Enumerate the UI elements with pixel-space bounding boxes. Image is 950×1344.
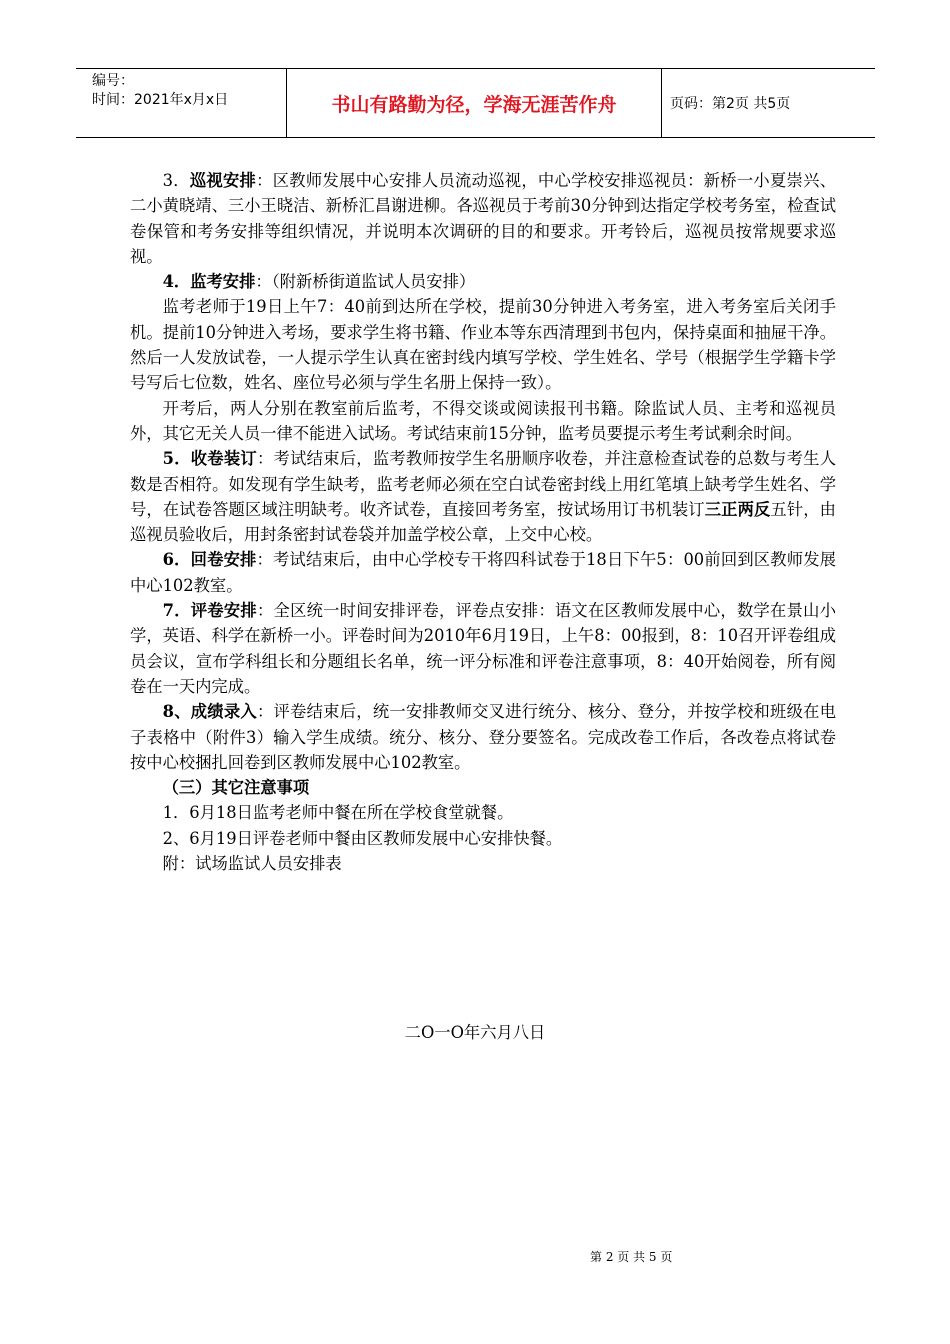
document-body xyxy=(130,168,836,876)
section-number: 5． xyxy=(162,449,191,469)
paragraph-collection xyxy=(130,446,836,547)
paragraph-return xyxy=(130,547,836,598)
section-body-continued: 五针，由巡视员验收后，用封条密封试卷袋并加盖学校公章，上交中心校。 xyxy=(130,499,836,545)
section-number: 7． xyxy=(162,601,191,621)
footer-page-number: 第 2 页 共 5 页 xyxy=(590,1250,673,1264)
paragraph-invigilation xyxy=(130,269,836,294)
section-number: 6． xyxy=(162,550,191,570)
header-meta xyxy=(76,69,286,137)
header-motto: 书山有路勤为径，学海无涯苦作舟 xyxy=(286,69,662,137)
section-body: ：考试结束后，监考教师按学生名册顺序收卷，并注意检查试卷的总数与考生人数是否相符。如发现有学生缺考，监考老师必须在空白试卷密封线上用红笔填上缺考学生姓名、学号，在试卷答题区域注明缺考。收齐试卷，直接回考务室，按试场用订书机装订 xyxy=(130,449,836,519)
section-body: ：考试结束后，由中心学校专干将四科试卷于18日下午5：00前回到区教师发展中心102教室。 xyxy=(130,550,836,595)
section-body: ：全区统一时间安排评卷，评卷点安排：语文在区教师发展中心，数学在景山小学，英语、科学在新桥一小。评卷时间为2010年6月19日，上午8：00报到，8：10召开评卷组成员会议，宣布学科组长和分题组长名单，统一评分标准和评卷注意事项，8：40开始阅卷，所有阅卷在一天内完成。 xyxy=(130,601,836,696)
paragraph-exam-start: 开考后，两人分别在教室前后监考，不得交谈或阅读报刊书籍。除监试人员、主考和巡视员外，其它无关人员一律不能进入试场。考试结束前15分钟，监考员要提示考生考试剩余时间。 xyxy=(130,398,836,443)
header-page-number: 页码：第2页 共5页 xyxy=(670,96,791,112)
other-notes-heading xyxy=(130,775,836,800)
section-number: 3． xyxy=(162,171,190,190)
paragraph-inspection xyxy=(130,168,836,269)
section-title: 巡视安排 xyxy=(189,171,257,190)
section-title: 回卷安排 xyxy=(190,550,257,570)
section-body: ：评卷结束后，统一安排教师交叉进行统分、核分、登分，并按学校和班级在电子表格中（附件3）输入学生成绩。统分、核分、登分要签名。完成改卷工作后，各改卷点将试卷按中心校捆扎回卷到区教师发展中心102教室。 xyxy=(130,702,836,772)
heading-text: （三）其它注意事项 xyxy=(162,778,310,798)
document-time-label: 时间：2021年x月x日 xyxy=(92,92,229,108)
document-number-label: 编号： xyxy=(92,73,134,89)
paragraph-score-entry xyxy=(130,699,836,775)
paragraph-invigilation-detail: 监考老师于19日上午7：40前到达所在学校，提前30分钟进入考务室，进入考务室后关闭手机。提前10分钟进入考场，要求学生将书籍、作业本等东西清理到书包内，保持桌面和抽屉干净。然后一人发放试卷，一人提示学生认真在密封线内填写学校、学生姓名、学号（根据学生学籍卡学号写后七位数，姓名、座位号必须与学生名册上保持一致）。 xyxy=(130,297,836,393)
section-title: 评卷安排 xyxy=(190,601,257,621)
page-header xyxy=(76,68,875,138)
bold-inline-text: 三正两反 xyxy=(704,499,771,519)
section-number: 8、 xyxy=(162,702,191,722)
section-title: 成绩录入 xyxy=(190,702,257,722)
section-body: ：（附新桥街道监试人员安排） xyxy=(255,272,476,292)
section-number: 4． xyxy=(162,272,191,292)
section-title: 监考安排 xyxy=(190,272,256,292)
attachment-note: 附：试场监试人员安排表 xyxy=(162,854,342,874)
note-item: 2、6月19日评卷老师中餐由区教师发展中心安排快餐。 xyxy=(162,828,563,848)
section-body: ：区教师发展中心安排人员流动巡视，中心学校安排巡视员：新桥一小夏崇兴、二小黄晓靖、三小王晓洁、新桥汇昌谢进柳。各巡视员于考前30分钟到达指定学校考务室，检查试卷保管和考务安排等组织情况，并说明本次调研的目的和要求。开考铃后，巡视员按常规要求巡视。 xyxy=(130,171,836,266)
paragraph-grading xyxy=(130,598,836,699)
note-item: 1．6月18日监考老师中餐在所在学校食堂就餐。 xyxy=(162,803,514,823)
section-title: 收卷装订 xyxy=(190,449,257,469)
closing-date: 二O一O年六月八日 xyxy=(404,1023,546,1042)
